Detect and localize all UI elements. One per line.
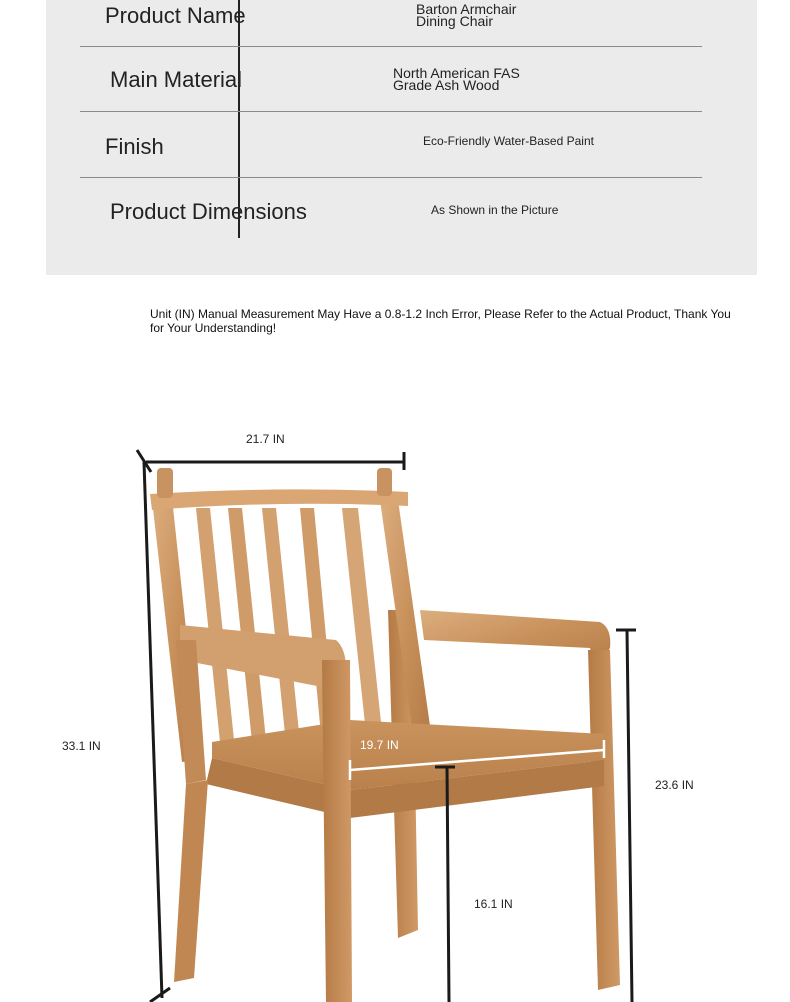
row-divider (80, 46, 702, 47)
spec-value-line: North American FAS (393, 65, 520, 81)
spec-label: Product Dimensions (110, 199, 307, 224)
dim-label-seat-height: 16.1 IN (474, 897, 513, 911)
dim-label-seat-width: 19.7 IN (360, 738, 399, 752)
spec-value (423, 134, 594, 148)
spec-value-line: Dining Chair (416, 13, 494, 29)
dim-label-top-width: 21.7 IN (246, 432, 285, 446)
dim-label-arm-height: 23.6 IN (655, 778, 694, 792)
spec-value (416, 3, 516, 27)
top-rail (150, 489, 408, 510)
front-left-leg (322, 660, 352, 1002)
right-arm (420, 610, 610, 670)
spec-value (431, 203, 558, 217)
dim-label-total-height: 33.1 IN (62, 739, 101, 753)
row-divider (80, 177, 702, 178)
post-cap-right (377, 468, 392, 496)
front-right-leg (588, 650, 620, 990)
spec-value-line: As Shown in the Picture (431, 203, 559, 217)
spec-value-line: Eco-Friendly Water-Based Paint (423, 134, 594, 148)
spec-table (46, 0, 757, 275)
arm-height-line (627, 630, 632, 1002)
spec-label: Main Material (110, 67, 243, 92)
post-cap-left (157, 468, 173, 498)
spec-value-line: Barton Armchair (416, 1, 517, 17)
spec-value-line: Grade Ash Wood (393, 77, 500, 93)
seat-height-line (447, 767, 449, 1002)
spec-value (393, 67, 520, 91)
row-divider (80, 111, 702, 112)
spec-label: Finish (105, 134, 164, 159)
measurement-note: Unit (IN) Manual Measurement May Have a 0.8-1.2 Inch Error, Please Refer to the Actual Product, Thank You for Your Understanding! (150, 307, 731, 335)
back-left-leg (174, 780, 208, 982)
chair-illustration (0, 400, 790, 1002)
spec-label: Product Name (105, 3, 246, 28)
